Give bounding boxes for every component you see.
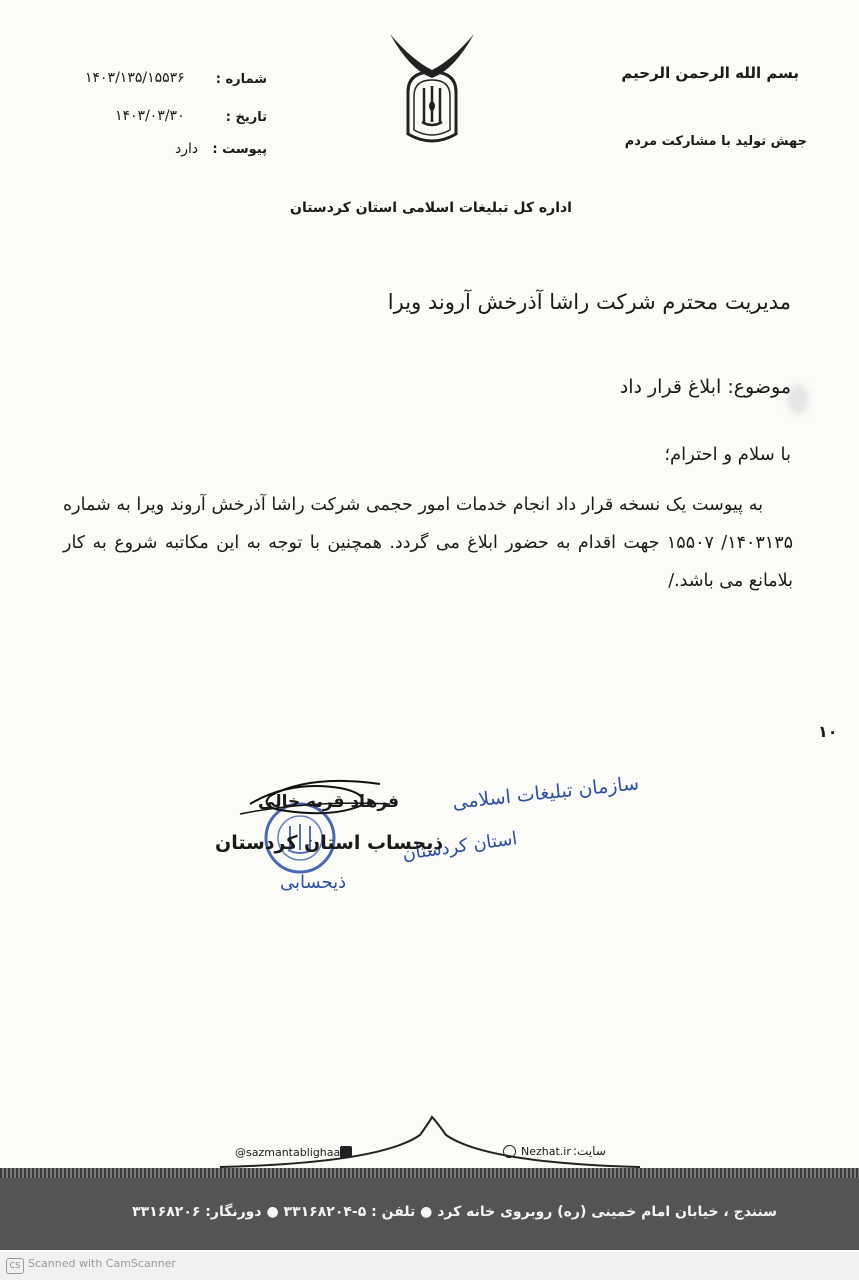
emblem-logo xyxy=(382,30,482,160)
subject-line: موضوع: ابلاغ قرار داد xyxy=(619,376,791,398)
scanner-watermark-text: Scanned with CamScanner xyxy=(28,1257,176,1270)
globe-icon xyxy=(503,1145,516,1158)
signer-name: فرهاد قربه خالی xyxy=(258,792,400,812)
greeting: با سلام و احترام؛ xyxy=(664,444,791,465)
recipient: مدیریت محترم شرکت راشا آذرخش آروند ویرا xyxy=(387,290,791,314)
letter-number: ۱۴۰۳/۱۳۵/۱۵۵۳۶ xyxy=(85,70,185,86)
social-handle: @sazmantablighaat xyxy=(235,1146,345,1159)
letter-date: ۱۴۰۳/۰۳/۳۰ xyxy=(115,108,185,124)
signer-title: ذیحساب استان کردستان xyxy=(215,832,444,854)
organization-name: اداره کل تبلیغات اسلامی استان کردستان xyxy=(290,200,572,216)
website-label: سایت: xyxy=(573,1144,606,1158)
attachment-value: دارد xyxy=(175,141,199,157)
attachment-label: پیوست : xyxy=(212,142,267,157)
camscanner-logo: CS xyxy=(6,1258,24,1274)
stamp-text-top: سازمان تبلیغات اسلامی xyxy=(451,772,640,814)
margin-mark: ۱۰ xyxy=(818,722,838,741)
bismillah-calligraphy: بسم الله الرحمن الرحیم xyxy=(621,64,799,82)
footer-address: سنندج ، خیابان امام خمینی (ره) روبروی خانه کرد ● تلفن : ۵-۳۳۱۶۸۲۰۴ ● دورنگار: ۳۳۱۶۸۲۰۶ xyxy=(132,1204,777,1220)
footer-stripe xyxy=(0,1168,859,1178)
stamp-text-bottom: استان کردستان xyxy=(401,828,519,865)
date-label: تاریخ : xyxy=(225,110,267,125)
letter-body xyxy=(63,486,793,600)
slogan: جهش تولید با مشارکت مردم xyxy=(624,134,807,149)
stamp-text-footer: ذیحسابی xyxy=(280,872,347,893)
website-value: Nezhat.ir xyxy=(521,1145,571,1158)
number-label: شماره : xyxy=(215,72,267,87)
letter-body-text: به پیوست یک نسخه قرار داد انجام خدمات امور حجمی شرکت راشا آذرخش آروند ویرا به شماره ۱۴۰۳۱۳۵/ ۱۵۵۰۷ جهت اقدام به حضور ابلاغ می گردد. همچنین با توجه به این مکاتبه شروع به کار بلامانع می باشد./ xyxy=(63,495,793,591)
footer-ornament xyxy=(0,1115,859,1175)
